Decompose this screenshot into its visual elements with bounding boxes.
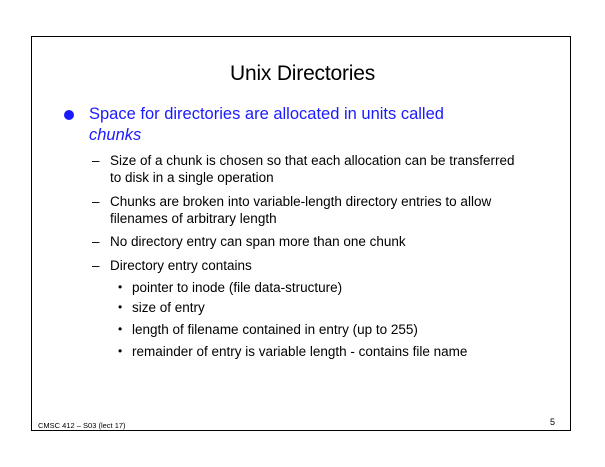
small-bullet-icon: • (118, 300, 123, 314)
sub-item-text: No directory entry can span more than one chunk (110, 234, 406, 249)
dash-icon: – (92, 234, 100, 249)
sub-sub-item-text: length of filename contained in entry (up to 255) (132, 322, 418, 337)
dash-icon: – (92, 258, 100, 273)
sub-item-text: Chunks are broken into variable-length directory entries to allow filenames of arbitrary length (110, 194, 492, 226)
main-bullet-emph: chunks (89, 126, 142, 144)
sub-item-text: Size of a chunk is chosen so that each allocation can be transferred to disk in a single operation (110, 153, 515, 185)
page-number: 5 (550, 417, 556, 427)
dash-icon: – (92, 153, 100, 168)
sub-item-text: Directory entry contains (110, 258, 252, 273)
main-bullet-part1: Space for directories are allocated in units called (89, 105, 444, 123)
slide-title: Unix Directories (230, 62, 375, 85)
sub-sub-item-text: size of entry (132, 300, 205, 315)
dash-icon: – (92, 194, 100, 209)
main-bullet-text (89, 104, 529, 146)
slide-footer: CMSC 412 – S03 (lect 17) (38, 421, 126, 430)
sub-sub-item-text: pointer to inode (file data-structure) (132, 280, 343, 295)
sub-sub-item-text: remainder of entry is variable length - contains file name (132, 344, 468, 359)
main-bullet-icon (64, 110, 74, 120)
small-bullet-icon: • (118, 344, 123, 358)
small-bullet-icon: • (118, 322, 123, 336)
small-bullet-icon: • (118, 280, 123, 294)
